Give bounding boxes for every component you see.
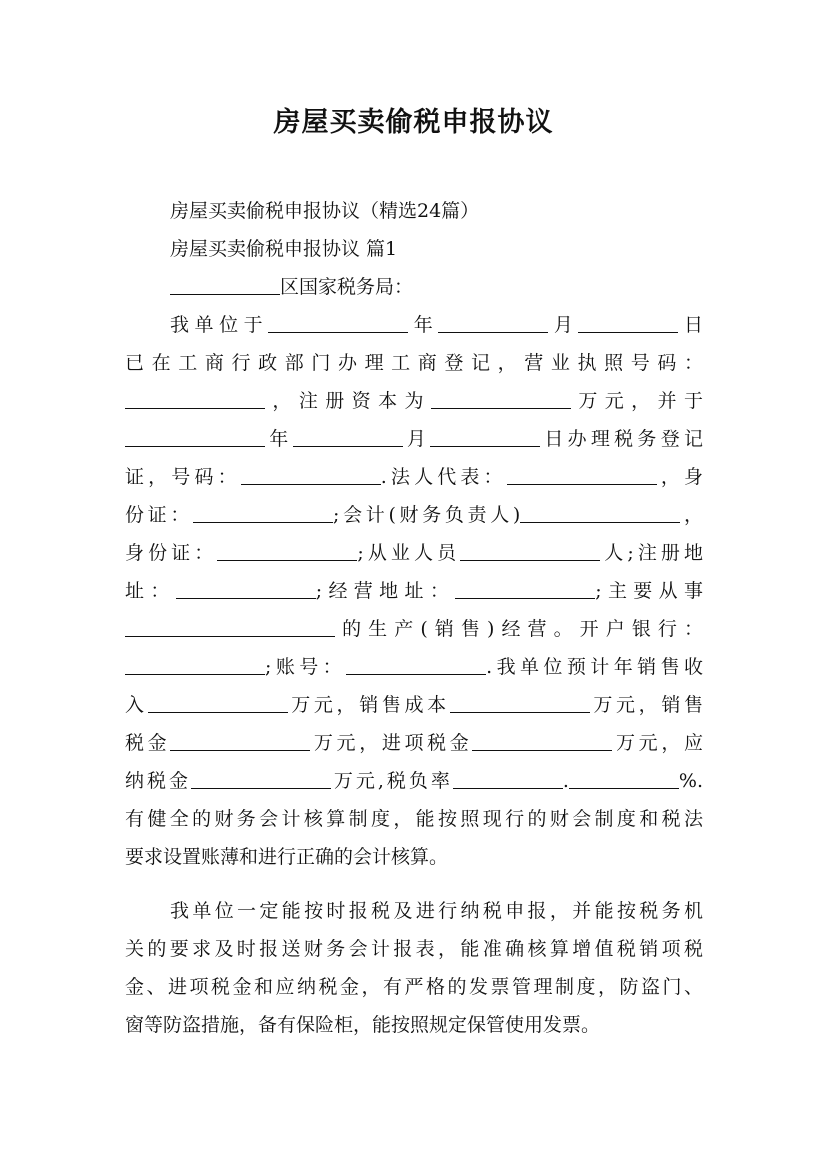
text-segment: .我单位预计年销售收	[486, 656, 703, 678]
blank-reg-month[interactable]	[438, 310, 548, 333]
text-segment: 万元，并于	[570, 390, 703, 412]
blank-legal-rep-id[interactable]	[193, 500, 333, 523]
para1-line-12	[125, 724, 703, 762]
blank-reg-year[interactable]	[268, 310, 408, 333]
para2-line-3: 金、进项税金和应纳税金，有严格的发票管理制度，防盗门、	[125, 976, 703, 998]
text-segment: 日	[678, 314, 703, 336]
text-segment: ;从业人员	[357, 542, 461, 564]
blank-payable-tax[interactable]	[191, 766, 331, 789]
text-segment: ;主要从事	[595, 580, 703, 602]
blank-tax-month[interactable]	[293, 424, 403, 447]
text-segment: ，注册资本为	[265, 390, 431, 412]
text-segment: 纳税金	[125, 770, 191, 792]
blank-output-tax[interactable]	[170, 728, 310, 751]
para1-line-15: 要求设置账薄和进行正确的会计核算。	[125, 846, 449, 868]
blank-license-number[interactable]	[125, 386, 265, 409]
para2-line-4: 窗等防盗措施，备有保险柜，能按照规定保管使用发票。	[125, 1014, 601, 1036]
document-title: 房屋买卖偷税申报协议	[273, 107, 554, 138]
blank-employee-count[interactable]	[460, 538, 600, 561]
para1-line-4	[125, 420, 703, 458]
text-segment: %.	[678, 770, 703, 792]
text-segment: 万元，销售成本	[287, 694, 450, 716]
text-segment: 税金	[125, 732, 171, 754]
text-segment: 的生产(销售)经营。开户银行：	[335, 618, 703, 640]
text-segment: 年	[408, 314, 439, 336]
text-segment: ，	[680, 504, 703, 526]
blank-legal-rep[interactable]	[507, 462, 657, 485]
para1-line-8	[125, 572, 703, 610]
section-heading: 房屋买卖偷税申报协议 篇1	[170, 238, 398, 260]
text-segment: 入	[125, 694, 148, 716]
text-segment: 万元，应	[612, 732, 703, 754]
para1-line-1	[170, 306, 703, 344]
text-segment: 我单位于	[170, 314, 269, 336]
text-segment: 份证：	[125, 504, 194, 526]
para1-line-7	[125, 534, 703, 572]
para1-line-11	[125, 686, 703, 724]
blank-registered-address[interactable]	[176, 576, 316, 599]
blank-tax-cert-number[interactable]	[241, 462, 381, 485]
text-segment: ;经营地址：	[315, 580, 456, 602]
document-subtitle: 房屋买卖偷税申报协议（精选24篇）	[170, 200, 480, 222]
addressee-text: 区国家税务局：	[280, 276, 414, 298]
text-segment: 月	[402, 428, 431, 450]
para1-line-10	[125, 648, 703, 686]
blank-annual-sales[interactable]	[148, 690, 288, 713]
text-segment: 万元,税负率	[330, 770, 453, 792]
blank-business-address[interactable]	[455, 576, 595, 599]
para1-line-5	[125, 458, 703, 496]
text-segment: .法人代表：	[380, 466, 507, 488]
blank-input-tax[interactable]	[472, 728, 612, 751]
blank-bank[interactable]	[125, 652, 265, 675]
text-segment: 月	[548, 314, 579, 336]
blank-tax-rate-int[interactable]	[453, 766, 563, 789]
blank-main-business[interactable]	[125, 614, 335, 637]
para2-line-2: 关的要求及时报送财务会计报表，能准确核算增值税销项税	[125, 938, 703, 960]
text-segment: 人;注册地	[600, 542, 703, 564]
text-segment: 年	[265, 428, 293, 450]
blank-tax-day[interactable]	[430, 424, 540, 447]
para1-line-3	[125, 382, 703, 420]
text-segment: ;会计(财务负责人)	[333, 504, 521, 526]
para1-line-9	[125, 610, 703, 648]
blank-registered-capital[interactable]	[431, 386, 571, 409]
addressee-line	[170, 268, 703, 306]
text-segment: .	[562, 770, 569, 792]
blank-accountant-id[interactable]	[217, 538, 357, 561]
blank-reg-day[interactable]	[578, 310, 678, 333]
blank-district[interactable]	[170, 272, 280, 295]
text-segment: 证，号码：	[125, 466, 241, 488]
text-segment: 身份证：	[125, 542, 218, 564]
text-segment: 日办理税务登记	[540, 428, 703, 450]
text-segment: ;账号：	[265, 656, 347, 678]
blank-accountant[interactable]	[520, 500, 680, 523]
text-segment: 万元，进项税金	[310, 732, 473, 754]
blank-tax-rate-dec[interactable]	[569, 766, 679, 789]
para2-line-1: 我单位一定能按时报税及进行纳税申报，并能按税务机	[170, 900, 703, 922]
text-segment: ，身	[656, 466, 703, 488]
para1-line-13	[125, 762, 703, 800]
para1-line-2: 已在工商行政部门办理工商登记，营业执照号码：	[125, 352, 703, 374]
para1-line-6	[125, 496, 703, 534]
text-segment: 万元，销售	[589, 694, 703, 716]
text-segment: 址：	[125, 580, 176, 602]
blank-sales-cost[interactable]	[450, 690, 590, 713]
para1-line-14: 有健全的财务会计核算制度，能按照现行的财会制度和税法	[125, 808, 703, 830]
blank-tax-year[interactable]	[125, 424, 265, 447]
blank-account-number[interactable]	[346, 652, 486, 675]
